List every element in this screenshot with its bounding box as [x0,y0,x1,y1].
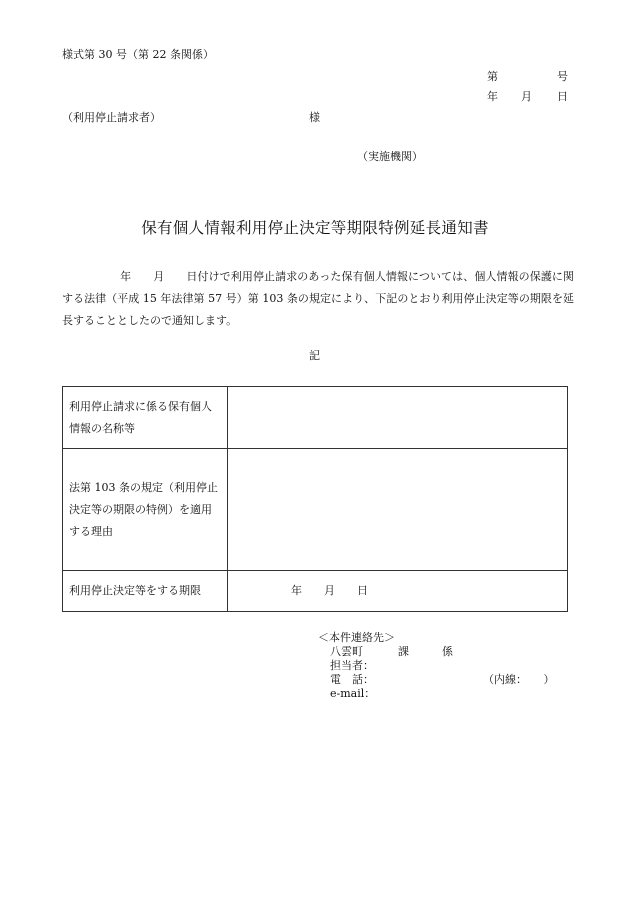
form-number: 様式第 30 号（第 22 条関係） [62,48,214,61]
page-title: 保有個人情報利用停止決定等期限特例延長通知書 [141,219,489,237]
contact-heading: ＜本件連絡先＞ [318,631,395,644]
table-row [63,571,568,612]
ki-heading: 記 [309,349,320,362]
table-row [63,387,568,449]
details-table [62,386,568,612]
contact-section: 課 [398,645,409,658]
body-year: 年 [120,270,132,283]
contact-extension-label: （内線： ） [483,673,555,686]
contact-town: 八雲町 [330,645,363,658]
date-month: 月 [521,90,532,103]
date-year: 年 [487,90,498,103]
addressee-honorific: 様 [309,111,320,124]
contact-unit: 係 [442,645,453,658]
contact-phone-label: 電 話： [330,673,374,686]
date-day: 日 [557,90,568,103]
row-value-info-name [228,387,568,449]
body-text: 日付けで利用停止請求のあった保有個人情報については、個人情報の保護に関する法律（平成 15 年法律第 57 号）第 103 条の規定により、下記のとおり利用停止決定等の期限を延長することとしたので通知します。 [62,270,574,327]
contact-email-label: e-mail： [330,687,376,700]
contact-person-label: 担当者： [330,659,374,672]
row-value-deadline [228,571,568,612]
row-label-info-name: 利用停止請求に係る保有個人情報の名称等 [63,387,228,449]
deadline-month: 月 [324,584,335,597]
row-label-deadline: 利用停止決定等をする期限 [63,571,228,612]
notice-body [62,266,574,332]
row-value-reason [228,449,568,571]
issuer-label: （実施機関） [357,150,423,163]
table-row [63,449,568,571]
deadline-day: 日 [357,584,368,597]
addressee-label: （利用停止請求者） [62,111,161,124]
doc-number-prefix: 第 [487,70,498,83]
row-label-reason: 法第 103 条の規定（利用停止決定等の期限の特例）を適用する理由 [63,449,228,571]
deadline-year: 年 [291,584,302,597]
body-month: 月 [153,270,165,283]
doc-number-suffix: 号 [557,70,568,83]
